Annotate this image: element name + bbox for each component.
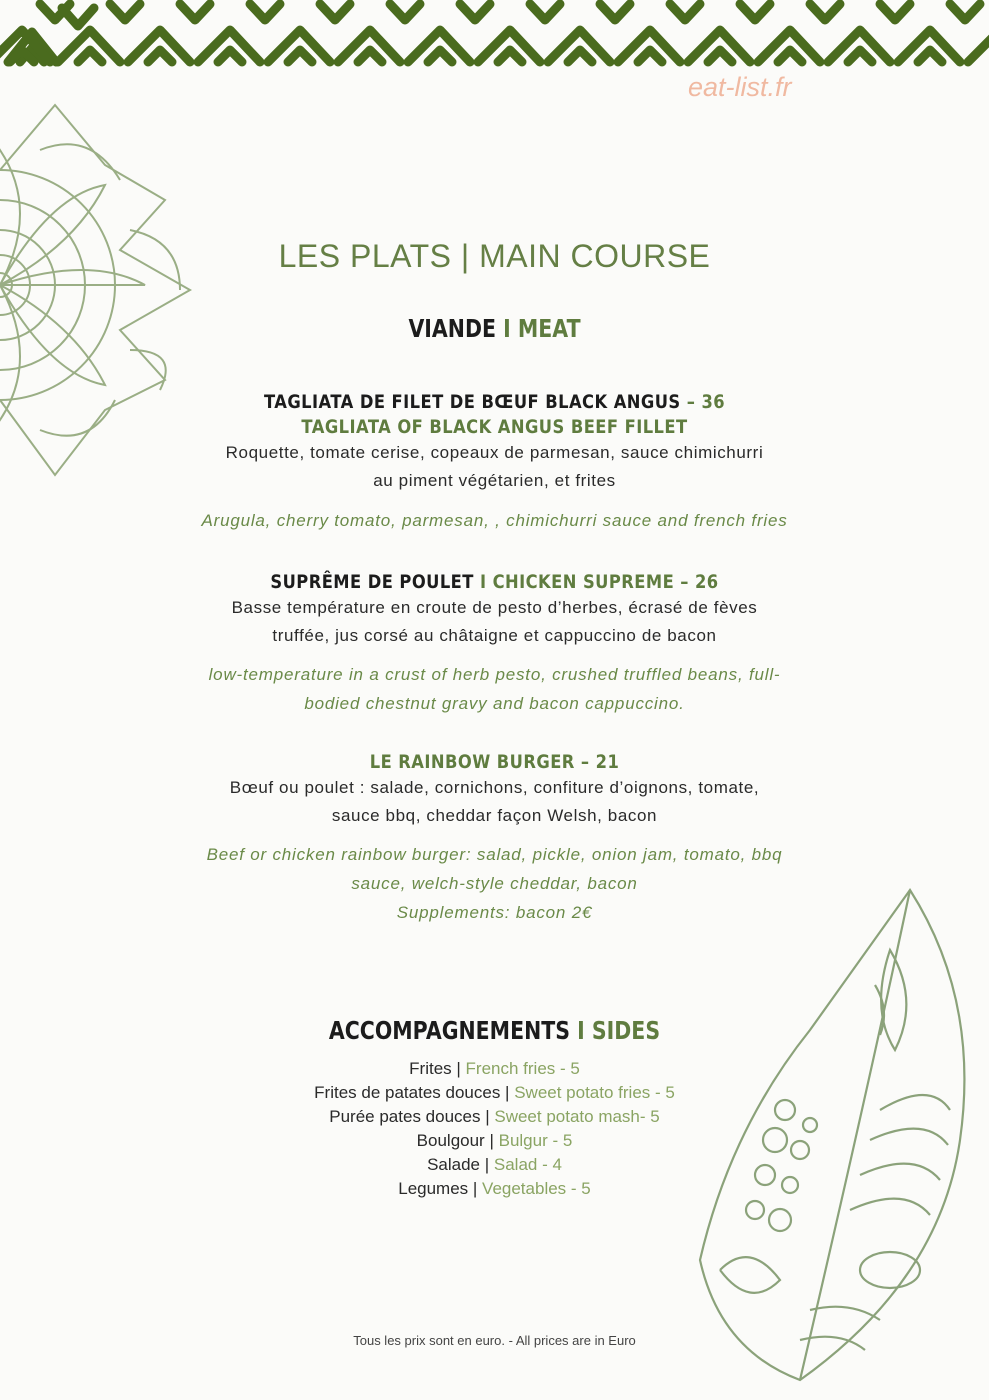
section-title-fr: ACCOMPAGNEMENTS [328,1016,570,1045]
section-title-en: SIDES [591,1016,661,1045]
section-title-fr: VIANDE [408,314,496,343]
dish-title-en: I CHICKEN SUPREME – 26 [479,571,719,593]
list-item [0,1105,989,1129]
dish-desc-fr-line: Roquette, tomate cerise, copeaux de parmesan, sauce chimichurri [225,443,764,462]
dish-desc-en-line: Beef or chicken rainbow burger: salad, pickle, onion jam, tomato, bbq [206,845,783,864]
dish-desc-fr-line: Basse température en croute de pesto d’herbes, écrasé de fèves [231,598,758,617]
footer-note: Tous les prix sont en euro. - All prices are in Euro [353,1333,636,1348]
dish-desc-fr-line: truffée, jus corsé au châtaigne et cappuccino de bacon [272,626,717,645]
sides-list [0,1057,989,1201]
dish-item [0,391,989,535]
list-item [0,1057,989,1081]
dish-desc-fr-line: sauce bbq, cheddar façon Welsh, bacon [331,806,658,825]
dish-item [0,571,989,718]
decorative-border-pattern [0,0,989,72]
dish-desc-fr-line: au piment végétarien, et frites [373,471,616,490]
list-item [0,1177,989,1201]
list-item [0,1081,989,1105]
side-name-en: Salad - 4 [493,1155,562,1174]
page-title: LES PLATS | MAIN COURSE [278,238,711,274]
side-name-fr: Salade [427,1155,480,1174]
dish-desc-en-line: bodied chestnut gravy and bacon cappuccino. [304,694,685,713]
section-heading-sides [0,1016,989,1045]
section-separator: I [495,314,518,343]
section-heading-meat [0,314,989,343]
dish-price: – 36 [680,391,726,413]
list-item [0,1129,989,1153]
side-name-en: Vegetables - 5 [482,1179,591,1198]
dish-desc-fr-line: Bœuf ou poulet : salade, cornichons, confiture d’oignons, tomate, [229,778,760,797]
section-separator: I [569,1016,592,1045]
side-name-fr: Purée pates douces [329,1107,481,1126]
side-separator: | [480,1155,494,1174]
side-separator: | [484,1131,499,1150]
dish-desc-en-line: low-temperature in a crust of herb pesto, crushed truffled beans, full- [208,665,781,684]
side-name-en: Sweet potato fries - 5 [514,1083,675,1102]
dish-desc-en-line: sauce, welch-style cheddar, bacon [351,874,638,893]
side-name-fr: Legumes [398,1179,469,1198]
side-separator: | [451,1059,466,1078]
section-title-en: MEAT [517,314,581,343]
side-name-fr: Frites de patates douces [314,1083,501,1102]
side-separator: | [468,1179,483,1198]
dish-item [0,751,989,927]
side-name-fr: Boulgour [416,1131,485,1150]
side-separator: | [500,1083,515,1102]
side-name-en: Bulgur - 5 [498,1131,573,1150]
dish-title-en: TAGLIATA OF BLACK ANGUS BEEF FILLET [301,416,688,438]
side-name-fr: Frites [409,1059,452,1078]
side-separator: | [480,1107,495,1126]
dish-desc-en-line: Arugula, cherry tomato, parmesan, , chimichurri sauce and french fries [201,511,788,530]
dish-title-fr: TAGLIATA DE FILET DE BŒUF BLACK ANGUS [263,391,681,413]
list-item [0,1153,989,1177]
side-name-en: Sweet potato mash- 5 [494,1107,660,1126]
dish-title-fr: SUPRÊME DE POULET [270,571,480,593]
watermark-text: eat-list.fr [688,72,792,102]
dish-title: LE RAINBOW BURGER – 21 [369,751,620,773]
side-name-en: French fries - 5 [465,1059,580,1078]
dish-supplement: Supplements: bacon 2€ [396,903,593,922]
